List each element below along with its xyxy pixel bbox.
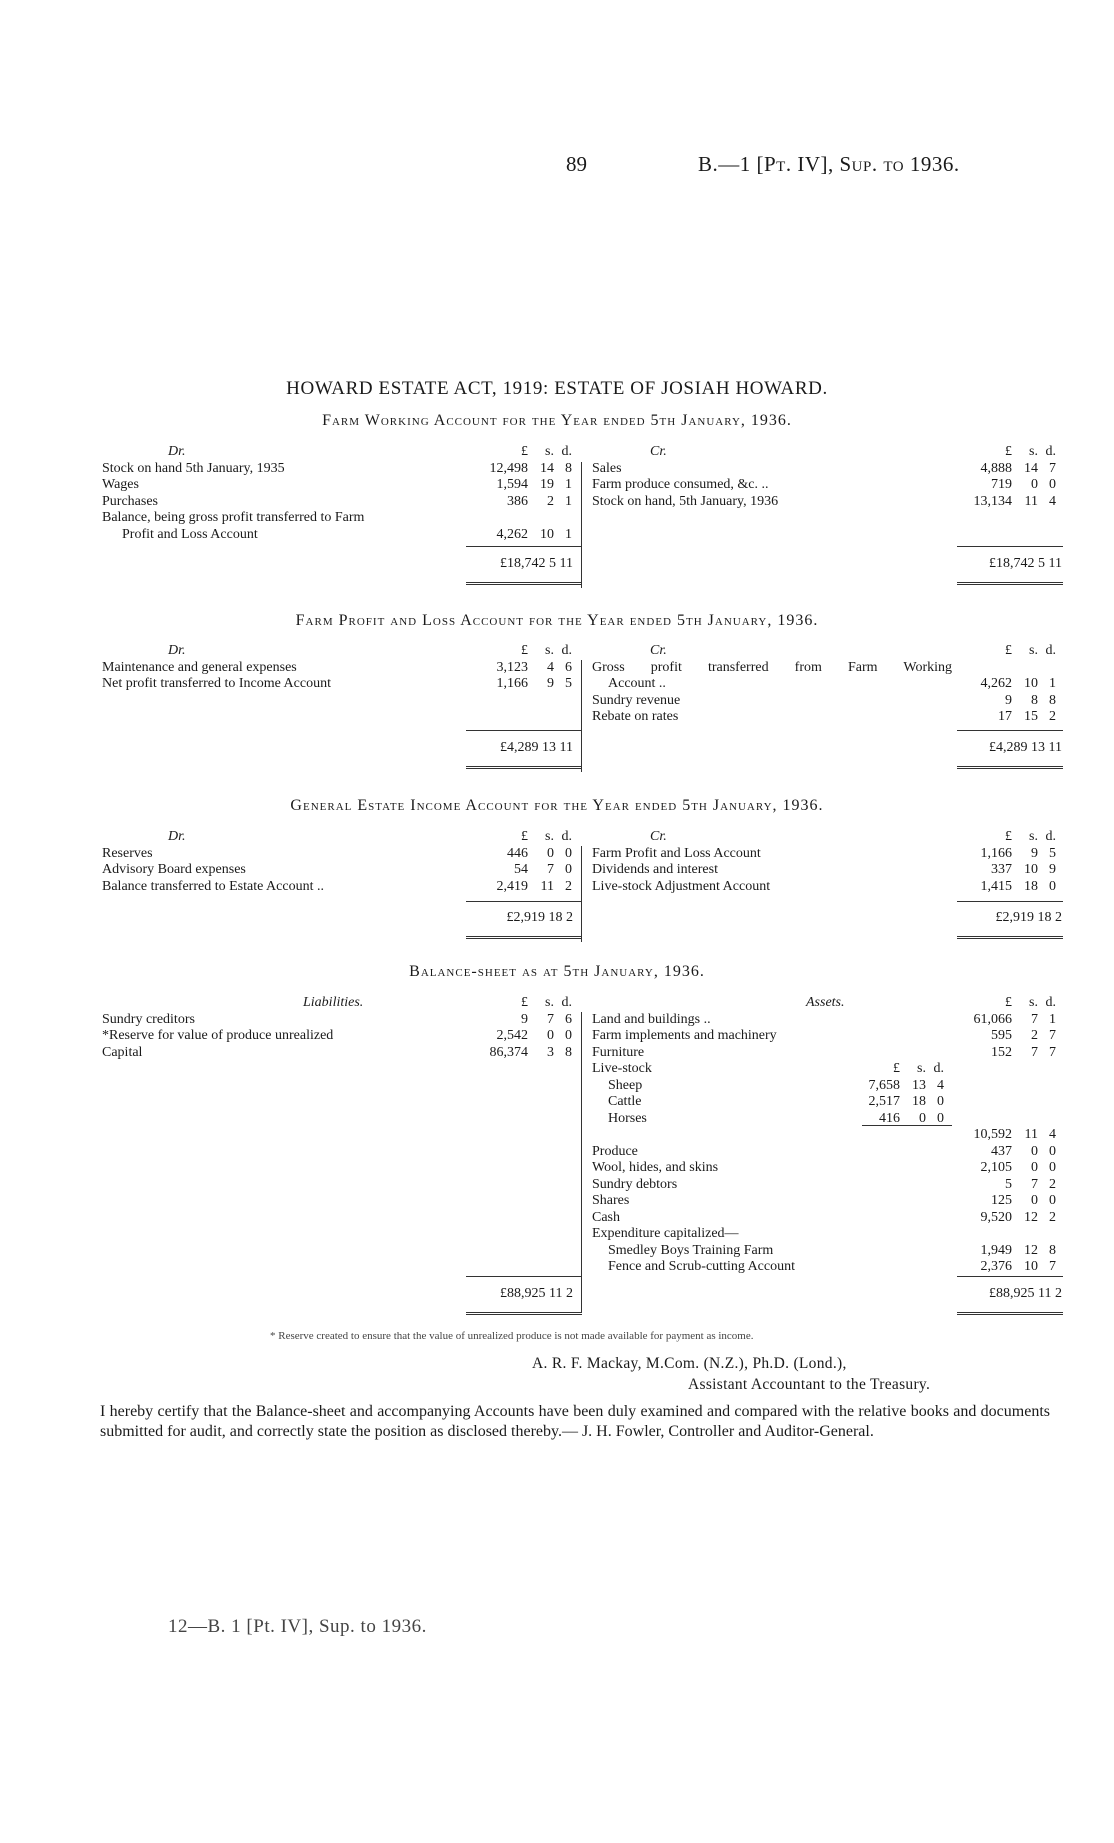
- cr-row-label: Sundry revenue: [592, 692, 681, 708]
- livestock-label: Live-stock: [592, 1061, 652, 1076]
- fpl-dr-row-shillings: 9: [547, 676, 554, 691]
- inc-cr-row-pence: 9: [1049, 862, 1056, 877]
- inc-cr-row-shillings: 18: [1024, 878, 1038, 894]
- fw-dr-row-pence: 1: [565, 477, 572, 492]
- bs-livestock-shilling-head: s.: [917, 1061, 926, 1076]
- bs-asset-row-pounds: 152: [991, 1044, 1012, 1060]
- capitalized-label: Expenditure capitalized—: [592, 1226, 739, 1241]
- dr-sum-rule: [466, 546, 582, 547]
- dr-row-label: Net profit transferred to Income Account: [102, 676, 331, 691]
- dr-row-label: Reserves: [102, 845, 153, 861]
- fw-cr-row-shillings: 0: [1031, 477, 1038, 492]
- fw-dr-row-pounds: 4,262: [496, 526, 528, 542]
- inc-dr-row-shillings: 11: [540, 878, 554, 894]
- bs-livestock-row-pence: 4: [937, 1077, 944, 1093]
- dr-sum-rule: [466, 730, 582, 731]
- fw-dr-row-pounds: 12,498: [489, 460, 528, 476]
- dr-total-rule: [466, 936, 582, 939]
- inc-cr-pence-head: d.: [1045, 829, 1056, 844]
- fw-dr-row-pence: 8: [565, 460, 572, 476]
- bs-asset-row-pounds: 595: [991, 1028, 1012, 1043]
- running-title: B.—1 [Pt. IV], Sup. to 1936.: [698, 152, 960, 176]
- dr-label: Dr.: [168, 444, 186, 459]
- asset-row-label: Produce: [592, 1143, 638, 1159]
- fw-dr-row-pounds: 386: [507, 493, 528, 509]
- inc-cr-row-shillings: 9: [1031, 845, 1038, 861]
- inc-dr-row-shillings: 7: [547, 862, 554, 877]
- asset-row-label: Furniture: [592, 1044, 645, 1060]
- dr-sum-rule: [466, 901, 582, 902]
- liab-sum-rule: [466, 1276, 582, 1277]
- inc-dr-row-pence: 0: [565, 845, 572, 861]
- cr-row-label: Rebate on rates: [592, 709, 679, 724]
- fpl-cr-row-shillings: 8: [1031, 692, 1038, 708]
- asset-row-label: Shares: [592, 1193, 630, 1208]
- fw-dr-pound-head: £: [521, 444, 528, 459]
- footnote: * Reserve created to ensure that the value of unrealized produce is not made available for payment as income.: [270, 1330, 754, 1342]
- bs-livestock-pence-head: d.: [933, 1061, 944, 1076]
- bs-livestock-row-pence: 0: [937, 1110, 944, 1126]
- bs-asset-row-pence: 0: [1049, 1193, 1056, 1208]
- bs-asset-row-shillings: 2: [1031, 1028, 1038, 1043]
- livestock-row-label: Cattle: [608, 1094, 642, 1109]
- inc-dr-row-pence: 0: [565, 862, 572, 877]
- inc-cr-row-pence: 0: [1049, 878, 1056, 894]
- dr-total: £4,289 13 11: [500, 740, 573, 755]
- dr-row-label: Maintenance and general expenses: [102, 659, 297, 675]
- fw-cr-row-shillings: 14: [1024, 460, 1038, 476]
- fw-cr-row-pence: 0: [1049, 477, 1056, 492]
- inc-cr-row-shillings: 10: [1024, 862, 1038, 877]
- fpl-cr-row-pence: 8: [1049, 692, 1056, 708]
- bs-liab-row-pounds: 2,542: [496, 1028, 528, 1043]
- document-title: HOWARD ESTATE ACT, 1919: ESTATE OF JOSIAH HOWARD.: [286, 378, 828, 399]
- bs-livestock-pound-head: £: [893, 1061, 900, 1076]
- fw-dr-row-shillings: 10: [540, 526, 554, 542]
- auditor-certificate: I hereby certify that the Balance-sheet and accompanying Accounts have been duly examined and compared with the relative books and documents submitted for audit, and correctly state the position as disclosed thereby.— J. H. Fowler, Controller and Auditor-General.: [100, 1403, 1050, 1440]
- bs-asset-row-pounds: 61,066: [973, 1011, 1012, 1027]
- inc-dr-row-shillings: 0: [547, 845, 554, 861]
- bs-livestock-row-shillings: 13: [912, 1077, 926, 1093]
- inc-dr-shilling-head: s.: [545, 829, 554, 844]
- farm-pl-title: Farm Profit and Loss Account for the Year ended 5th January, 1936.: [295, 612, 819, 629]
- bs-livestock-row-pounds: 7,658: [868, 1077, 900, 1093]
- bs-capitalized-row-pounds: 1,949: [980, 1242, 1012, 1258]
- inc-cr-row-pounds: 1,166: [980, 845, 1012, 861]
- fw-dr-row-pence: 1: [565, 526, 572, 542]
- bs-asset-row-pence: 2: [1049, 1176, 1056, 1192]
- cr-label: Cr.: [650, 829, 667, 844]
- dr-row-label: Balance, being gross profit transferred to Farm: [102, 510, 365, 525]
- inc-dr-row-pounds: 54: [514, 862, 528, 877]
- fpl-dr-row-pounds: 3,123: [496, 659, 528, 675]
- fw-cr-row-pounds: 4,888: [980, 460, 1012, 476]
- bs-asset-row-shillings: 7: [1031, 1011, 1038, 1027]
- column-divider: [581, 660, 582, 772]
- cr-row-label: Account ..: [608, 676, 666, 691]
- cr-total-rule: [957, 936, 1063, 939]
- bs-liab-shilling-head: s.: [545, 995, 554, 1010]
- bs-livestock-total-pence: 4: [1049, 1127, 1056, 1142]
- liab-total-rule: [466, 1312, 582, 1315]
- cr-row-label: Live-stock Adjustment Account: [592, 878, 771, 894]
- bs-assets-pence-head: d.: [1045, 995, 1056, 1010]
- asset-row-label: Cash: [592, 1209, 620, 1225]
- cr-total-rule: [957, 582, 1063, 585]
- bs-asset-row-shillings: 0: [1031, 1193, 1038, 1208]
- cr-row-label: Farm Profit and Loss Account: [592, 845, 761, 861]
- bs-asset-row-pounds: 437: [991, 1143, 1012, 1159]
- liabilities-total: £88,925 11 2: [500, 1286, 573, 1301]
- bs-asset-row-pence: 7: [1049, 1028, 1056, 1043]
- bs-liab-pence-head: d.: [561, 995, 572, 1010]
- dr-label: Dr.: [168, 643, 186, 658]
- balance-sheet-title: Balance-sheet as at 5th January, 1936.: [409, 963, 705, 980]
- fw-cr-row-pounds: 13,134: [973, 493, 1012, 509]
- cr-total: £18,742 5 11: [989, 556, 1062, 571]
- fpl-cr-shilling-head: s.: [1029, 643, 1038, 658]
- assets-sum-rule: [957, 1276, 1063, 1277]
- dr-row-label: Advisory Board expenses: [102, 862, 246, 877]
- inc-dr-row-pence: 2: [565, 878, 572, 894]
- income-account-title: General Estate Income Account for the Year ended 5th January, 1936.: [290, 797, 824, 814]
- inc-dr-pound-head: £: [521, 829, 528, 844]
- fpl-dr-row-pence: 6: [565, 659, 572, 675]
- inc-cr-row-pence: 5: [1049, 845, 1056, 861]
- dr-total-rule: [466, 766, 582, 769]
- fw-dr-row-pence: 1: [565, 493, 572, 509]
- bs-liab-row-pence: 8: [565, 1044, 572, 1060]
- bs-asset-row-shillings: 0: [1031, 1160, 1038, 1175]
- bs-liab-row-pounds: 86,374: [489, 1044, 528, 1060]
- cr-row-label: Stock on hand, 5th January, 1936: [592, 493, 779, 509]
- livestock-row-label: Horses: [608, 1110, 647, 1126]
- column-divider: [581, 1012, 582, 1312]
- inc-dr-pence-head: d.: [561, 829, 572, 844]
- fpl-cr-row-pounds: 9: [1005, 692, 1012, 708]
- fw-dr-row-shillings: 14: [540, 460, 554, 476]
- fw-cr-row-pence: 4: [1049, 493, 1056, 509]
- liability-row-label: Capital: [102, 1044, 143, 1060]
- dr-total-rule: [466, 582, 582, 585]
- bs-asset-row-pence: 2: [1049, 1209, 1056, 1225]
- bs-asset-row-shillings: 12: [1024, 1209, 1038, 1225]
- dr-row-label: Balance transferred to Estate Account ..: [102, 878, 324, 894]
- dr-row-label: Stock on hand 5th January, 1935: [102, 460, 285, 476]
- bs-asset-row-pounds: 9,520: [980, 1209, 1012, 1225]
- inc-cr-pound-head: £: [1005, 829, 1012, 844]
- bs-capitalized-row-pence: 8: [1049, 1242, 1056, 1258]
- asset-row-label: Farm implements and machinery: [592, 1028, 777, 1043]
- cr-label: Cr.: [650, 444, 667, 459]
- bs-livestock-row-shillings: 18: [912, 1094, 926, 1109]
- fw-dr-row-pounds: 1,594: [496, 477, 528, 492]
- bs-assets-pound-head: £: [1005, 995, 1012, 1010]
- fw-cr-row-pence: 7: [1049, 460, 1056, 476]
- bs-asset-row-pounds: 2,105: [980, 1160, 1012, 1175]
- fw-cr-shilling-head: s.: [1029, 444, 1038, 459]
- cr-row-label: Dividends and interest: [592, 862, 718, 877]
- fw-dr-row-shillings: 19: [540, 477, 554, 492]
- bs-liab-row-shillings: 7: [547, 1011, 554, 1027]
- fpl-cr-row-pence: 1: [1049, 676, 1056, 691]
- bs-liab-row-shillings: 3: [547, 1044, 554, 1060]
- fpl-dr-row-pounds: 1,166: [496, 676, 528, 691]
- fpl-dr-row-pence: 5: [565, 676, 572, 691]
- bs-livestock-row-shillings: 0: [919, 1110, 926, 1126]
- bs-liab-row-pence: 0: [565, 1028, 572, 1043]
- bs-liab-row-pounds: 9: [521, 1011, 528, 1027]
- capitalized-row-label: Smedley Boys Training Farm: [608, 1242, 774, 1258]
- inc-cr-row-pounds: 1,415: [980, 878, 1012, 894]
- bs-assets-shilling-head: s.: [1029, 995, 1038, 1010]
- bs-capitalized-row-pounds: 2,376: [980, 1259, 1012, 1274]
- bs-livestock-total-pounds: 10,592: [973, 1127, 1012, 1142]
- cr-sum-rule: [957, 546, 1063, 547]
- fpl-dr-pence-head: d.: [561, 643, 572, 658]
- cr-row-label: Farm produce consumed, &c. ..: [592, 477, 769, 492]
- fw-dr-pence-head: d.: [561, 444, 572, 459]
- cr-total-rule: [957, 766, 1063, 769]
- bs-asset-row-pounds: 125: [991, 1193, 1012, 1208]
- bs-asset-row-pence: 0: [1049, 1160, 1056, 1175]
- page-footer: 12—B. 1 [Pt. IV], Sup. to 1936.: [168, 1616, 427, 1637]
- assets-total: £88,925 11 2: [989, 1286, 1062, 1301]
- bs-asset-row-pence: 0: [1049, 1143, 1056, 1159]
- bs-livestock-row-pounds: 416: [879, 1110, 900, 1126]
- dr-row-label: Wages: [102, 477, 139, 492]
- cr-sum-rule: [957, 901, 1063, 902]
- asset-row-label: Sundry debtors: [592, 1176, 678, 1192]
- fw-cr-row-pounds: 719: [991, 477, 1012, 492]
- bs-capitalized-row-pence: 7: [1049, 1259, 1056, 1274]
- bs-asset-row-pence: 7: [1049, 1044, 1056, 1060]
- cr-sum-rule: [957, 730, 1063, 731]
- fpl-dr-row-shillings: 4: [547, 659, 554, 675]
- cr-row-label: Gross profit transferred from Farm Working: [592, 659, 952, 675]
- liabilities-label: Liabilities.: [303, 995, 364, 1010]
- cr-total: £4,289 13 11: [989, 740, 1062, 755]
- fpl-cr-pence-head: d.: [1045, 643, 1056, 658]
- livestock-sum-rule: [862, 1125, 952, 1126]
- signature-line-2: Assistant Accountant to the Treasury.: [688, 1376, 931, 1393]
- asset-row-label: Land and buildings ..: [592, 1011, 711, 1027]
- bs-capitalized-row-shillings: 12: [1024, 1242, 1038, 1258]
- inc-dr-row-pounds: 446: [507, 845, 528, 861]
- inc-cr-shilling-head: s.: [1029, 829, 1038, 844]
- liability-row-label: Sundry creditors: [102, 1011, 195, 1027]
- assets-label: Assets.: [806, 995, 845, 1010]
- assets-total-rule: [957, 1312, 1063, 1315]
- fw-cr-row-shillings: 11: [1024, 493, 1038, 509]
- signature-line-1: A. R. F. Mackay, M.Com. (N.Z.), Ph.D. (Lond.),: [532, 1355, 847, 1372]
- livestock-row-label: Sheep: [608, 1077, 643, 1093]
- cr-label: Cr.: [650, 643, 667, 658]
- inc-cr-row-pounds: 337: [991, 862, 1012, 877]
- fpl-cr-row-pence: 2: [1049, 709, 1056, 724]
- bs-liab-row-pence: 6: [565, 1011, 572, 1027]
- capitalized-row-label: Fence and Scrub-cutting Account: [608, 1259, 796, 1274]
- bs-livestock-row-pounds: 2,517: [868, 1094, 900, 1109]
- fpl-cr-row-pounds: 17: [998, 709, 1012, 724]
- bs-capitalized-row-shillings: 10: [1024, 1259, 1038, 1274]
- bs-liab-pound-head: £: [521, 995, 528, 1010]
- farm-working-title: Farm Working Account for the Year ended 5th January, 1936.: [322, 412, 792, 429]
- fpl-cr-row-pounds: 4,262: [980, 676, 1012, 691]
- fw-dr-row-shillings: 2: [547, 493, 554, 509]
- fpl-cr-row-shillings: 15: [1024, 709, 1038, 724]
- asset-row-label: Wool, hides, and skins: [592, 1160, 719, 1175]
- bs-livestock-total-shillings: 11: [1024, 1127, 1038, 1142]
- dr-total: £18,742 5 11: [500, 556, 573, 571]
- bs-livestock-row-pence: 0: [937, 1094, 944, 1109]
- column-divider: [581, 462, 582, 588]
- bs-asset-row-shillings: 7: [1031, 1044, 1038, 1060]
- bs-asset-row-pounds: 5: [1005, 1176, 1012, 1192]
- dr-total: £2,919 18 2: [506, 910, 573, 925]
- fw-dr-shilling-head: s.: [545, 444, 554, 459]
- fpl-cr-pound-head: £: [1005, 643, 1012, 658]
- column-divider: [581, 846, 582, 942]
- bs-asset-row-pence: 1: [1049, 1011, 1056, 1027]
- fw-cr-pence-head: d.: [1045, 444, 1056, 459]
- fw-cr-pound-head: £: [1005, 444, 1012, 459]
- dr-row-label: Profit and Loss Account: [122, 526, 258, 542]
- inc-dr-row-pounds: 2,419: [496, 878, 528, 894]
- page-number: 89: [566, 152, 587, 176]
- bs-asset-row-shillings: 7: [1031, 1176, 1038, 1192]
- cr-total: £2,919 18 2: [995, 910, 1062, 925]
- fpl-cr-row-shillings: 10: [1024, 676, 1038, 691]
- dr-row-label: Purchases: [102, 493, 158, 509]
- bs-asset-row-shillings: 0: [1031, 1143, 1038, 1159]
- liability-row-label: *Reserve for value of produce unrealized: [102, 1028, 334, 1043]
- dr-label: Dr.: [168, 829, 186, 844]
- fpl-dr-shilling-head: s.: [545, 643, 554, 658]
- fpl-dr-pound-head: £: [521, 643, 528, 658]
- bs-liab-row-shillings: 0: [547, 1028, 554, 1043]
- cr-row-label: Sales: [592, 460, 622, 476]
